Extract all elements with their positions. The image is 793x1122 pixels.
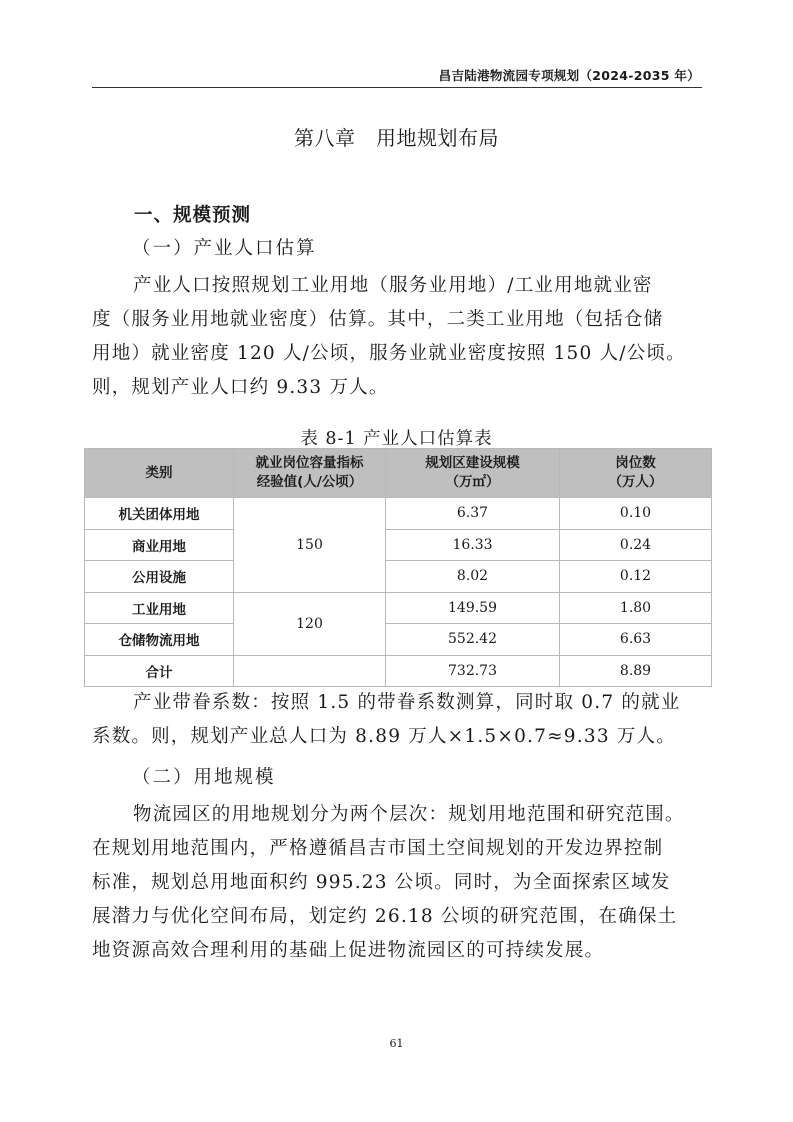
table-header-row [85, 449, 712, 498]
paragraph-line: 展潜力与优化空间布局，划定约 26.18 公顷的研究范围，在确保土 [92, 906, 678, 927]
row-jobs: 1.80 [560, 592, 712, 624]
table-row [85, 592, 712, 624]
row-scale: 149.59 [386, 592, 560, 624]
paragraph-line: 系数。则，规划产业总人口为 8.89 万人×1.5×0.7≈9.33 万人。 [92, 726, 676, 747]
paragraph-line: 标准，规划总用地面积约 995.23 公顷。同时，为全面探索区域发 [92, 872, 671, 893]
page-header [92, 66, 702, 88]
table-row [85, 529, 712, 561]
paragraph-line: 度（服务业用地就业密度）估算。其中，二类工业用地（包括仓储 [92, 309, 664, 330]
row-category: 合计 [85, 655, 234, 687]
row-scale: 732.73 [386, 655, 560, 687]
density-value-total [234, 655, 386, 687]
paragraph-line: 地资源高效合理利用的基础上促进物流园区的可持续发展。 [92, 940, 605, 961]
paragraph-2 [92, 686, 702, 754]
header-employment-density: 就业岗位容量指标 经验值(人/公顷） [234, 449, 386, 498]
table-caption: 表 8-1 产业人口估算表 [300, 429, 493, 449]
row-jobs: 6.63 [560, 624, 712, 656]
paragraph-1 [92, 269, 702, 405]
row-scale: 8.02 [386, 561, 560, 593]
section-heading: 一、规模预测 [134, 205, 252, 226]
table-total-row [85, 655, 712, 687]
header-construction-scale: 规划区建设规模 （万㎡） [386, 449, 560, 498]
row-scale: 6.37 [386, 498, 560, 530]
row-category: 商业用地 [85, 529, 234, 561]
table-row [85, 624, 712, 656]
page-number: 61 [389, 1037, 404, 1050]
paragraph-line: 用地）就业密度 120 人/公顷，服务业就业密度按照 150 人/公顷。 [92, 343, 686, 364]
paragraph-line: 产业带眷系数：按照 1.5 的带眷系数测算，同时取 0.7 的就业 [133, 692, 681, 713]
row-jobs: 8.89 [560, 655, 712, 687]
paragraph-3 [92, 798, 702, 968]
chapter-title: 第八章 用地规划布局 [294, 126, 499, 150]
density-value-industrial: 120 [234, 592, 386, 655]
row-jobs: 0.24 [560, 529, 712, 561]
paragraph-line: 产业人口按照规划工业用地（服务业用地）/工业用地就业密 [133, 275, 653, 296]
table-row [85, 561, 712, 593]
row-category: 工业用地 [85, 592, 234, 624]
row-category: 公用设施 [85, 561, 234, 593]
row-scale: 16.33 [386, 529, 560, 561]
row-jobs: 0.12 [560, 561, 712, 593]
row-scale: 552.42 [386, 624, 560, 656]
subsection-heading-2: （二）用地规模 [132, 767, 276, 788]
header-title: 昌吉陆港物流园专项规划（2024-2035 年） [438, 68, 700, 83]
row-category: 仓储物流用地 [85, 624, 234, 656]
subsection-heading-1: （一）产业人口估算 [132, 238, 317, 259]
header-category: 类别 [85, 449, 234, 498]
table-row [85, 498, 712, 530]
paragraph-line: 在规划用地范围内，严格遵循昌吉市国土空间规划的开发边界控制 [92, 838, 664, 859]
density-value-service: 150 [234, 498, 386, 593]
population-estimate-table [84, 448, 712, 687]
row-jobs: 0.10 [560, 498, 712, 530]
paragraph-line: 物流园区的用地规划分为两个层次：规划用地范围和研究范围。 [133, 804, 685, 825]
row-category: 机关团体用地 [85, 498, 234, 530]
paragraph-line: 则，规划产业人口约 9.33 万人。 [92, 377, 389, 398]
header-jobs: 岗位数 （万人） [560, 449, 712, 498]
